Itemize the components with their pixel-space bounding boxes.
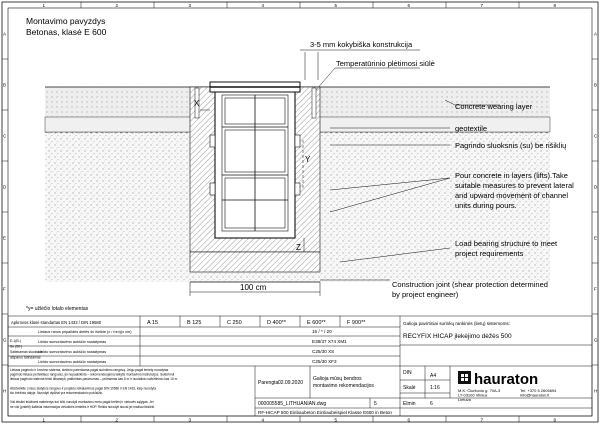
callout-construction-2: by project engineer) <box>392 290 459 299</box>
frame-col-top-1: 1 <box>42 3 46 8</box>
tb-parengta-date: 02.09.2020 <box>278 380 304 386</box>
tb-address-1: M.K. Čiurlionio g. 70A-3 <box>458 388 501 393</box>
tb-note-line-7: Visi leistini leidžiami matmenys turi būti nurodyti montavimo metu pagal brėžinį ir vietovės sąlygas. Jei <box>10 400 154 405</box>
frame-row-left-C: C <box>3 133 7 139</box>
tb-din-label: DIN <box>403 370 412 376</box>
frame-row-left-B: B <box>3 82 7 88</box>
tb-checked-2: montavimo rekomendacijos <box>313 383 374 389</box>
callout-pour-3: and upward movement of channel <box>455 191 568 200</box>
callout-pour-2: suitable measures to prevent lateral <box>455 181 574 190</box>
frame-col-top-2: 2 <box>115 3 119 8</box>
tb-address-3: Lietuva <box>458 397 471 402</box>
tb-note-line-0: Lietaus pagrindo ir krovimo sistema, siekinio parenkama pagal surinkimo rangovą. Jeigu pagal lentelę nurodytas <box>10 368 169 372</box>
hauraton-logo <box>458 371 538 388</box>
frame-col-bottom-5: 5 <box>334 417 338 423</box>
tb-contact-1: Tel. +370 5 2605694 <box>520 388 557 393</box>
tb-class-5: F 900** <box>347 320 366 326</box>
tb-row-label-1: Lieldo sumontavimo aukščio nustatymas <box>38 340 107 344</box>
callout-pour-4: units during pours. <box>455 201 517 210</box>
frame-col-bottom-4: 4 <box>261 417 265 423</box>
tb-note-line-4: Atsižvelkite į visus statybos rangovo ir projekto reikalavimus pagal DIN 19580 ir EN 1433, kaip nurodyta <box>10 386 156 391</box>
callout-construction-1: Construction joint (shear protection determined <box>392 280 548 289</box>
frame-col-bottom-1: 1 <box>42 417 46 423</box>
frame-row-left-H: H <box>3 388 7 394</box>
frame-row-right-A: A <box>594 31 598 37</box>
brand-name: hauraton <box>474 371 539 388</box>
tb-note-line-1: pagrindo lietaus pertekliaus rangovas, jei nepaaiškinta – rekomenduojama laikytis montavimo instrukcijos. Sukūrimui <box>10 372 175 377</box>
dim-width: 100 cm <box>240 283 267 292</box>
tb-row-label-0: Lietaus ranos pripaildės dietės šv išeikte (x / mm)(x cm) <box>38 330 132 334</box>
tb-left-small-3: atsparus tatindamas <box>10 355 41 360</box>
footnote: *y= užlėčio lotalo elementas <box>26 306 89 312</box>
callout-load-1: Load bearing structure to meet <box>455 239 558 248</box>
frame-col-bottom-6: 6 <box>407 417 411 423</box>
frame-row-right-G: G <box>594 337 598 343</box>
frame-row-left-E: E <box>3 235 7 241</box>
wearing-layer-left <box>45 87 190 117</box>
callout-pour-1: Pour concrete in layers (lifts).Take <box>455 171 568 180</box>
tb-bottom-caption: RF-HICAP 500 Einbaubeton Einbaubeispiel Klasse E600 in Beton <box>258 410 392 415</box>
frame-col-top-6: 6 <box>407 3 411 8</box>
tb-address-2: LT-03100 Vilnius <box>458 392 488 398</box>
frame-col-top-8: 8 <box>553 3 557 8</box>
tb-checked-1: Galioja mūsų bendros <box>313 376 362 382</box>
tb-class-0: A 15 <box>147 320 159 326</box>
frame-row-right-E: E <box>594 235 598 241</box>
frame-row-left-D: D <box>3 184 7 190</box>
tb-row-value-0: 15 / * / 20 <box>312 329 332 334</box>
tb-left-small-2: Saliekamas sluoksnis <box>10 350 43 354</box>
tb-header-label: Apkrovos klasė standartas EN 1433 / DIN 19580 <box>11 320 102 325</box>
dim-x: X <box>194 99 200 108</box>
frame-col-bottom-3: 3 <box>188 417 192 423</box>
tb-product-label: Galioja pavirtiniai surinkų rankinės (lietų) sistemoms: <box>403 321 510 326</box>
tb-product-name: RECYFIX HICAP įlekėjimo dėžės 500 <box>403 333 512 340</box>
tb-row-label-2: Lieldo sumontavimo aukščio nustatymas <box>38 350 107 354</box>
tb-notes <box>10 368 178 409</box>
dim-y: Y <box>305 155 311 164</box>
tb-note-line-2: lietaus pagrindo sistema trinki išbandyti, patikrintas pasvirumas – priimamas kas 5 m ir nuolatiniu sutvirtinimu kas 10 m <box>10 377 178 382</box>
tb-note-line-8: ne visi (pridėti) šaltiniai informacijos viršutinės lentelės ir HDP. Reikia nurodyti stovai jei mažiau tikslinti. <box>10 404 155 409</box>
tb-class-4: E 600** <box>307 320 326 326</box>
tb-din-value: A4 <box>430 373 437 379</box>
frame-row-right-F: F <box>594 286 597 292</box>
callout-wearing: Concrete wearing layer <box>455 102 533 111</box>
dim-z: Z <box>296 243 301 252</box>
title-line-2: Betonas, klasė E 600 <box>26 27 107 37</box>
frame-row-left-A: A <box>3 31 7 37</box>
frame-row-right-H: H <box>594 388 598 394</box>
tb-elmin-label: Elmin <box>403 401 416 407</box>
concrete-base <box>190 252 320 272</box>
tb-contact-2: info@hauraton.lt <box>520 392 550 398</box>
tb-parengta-label: Parengta <box>258 380 279 386</box>
title-line-1: Montavimo pavyzdys <box>26 16 106 26</box>
tb-scale-value: 1:16 <box>430 385 440 391</box>
tb-class-2: C 250 <box>227 320 242 326</box>
frame-row-left-G: G <box>3 337 7 343</box>
frame-col-bottom-2: 2 <box>115 417 119 423</box>
frame-row-right-B: B <box>594 82 598 88</box>
callout-joint: Temperatūrinio plėtimosi siūlė <box>336 59 435 68</box>
tb-left-small-0: E-1(B-) <box>10 339 21 343</box>
tb-material-rows <box>38 329 347 364</box>
tb-row-value-3: C25/30 XF3 <box>312 359 337 364</box>
expansion-joint-right <box>312 88 316 118</box>
tb-class-1: B 125 <box>187 320 202 326</box>
tb-sheet-no: 5 <box>374 401 377 407</box>
frame-col-top-7: 7 <box>480 3 484 8</box>
tb-drawing-no: 000005585_LITHUANIAN.dwg <box>258 401 327 407</box>
tb-row-label-3: Lieldo sumontavimo aukščio nustatymas <box>38 360 107 364</box>
tb-scale-label: Skalė <box>403 385 416 391</box>
frame-row-left-F: F <box>3 286 6 292</box>
callout-subbase: Pagrindo sluoksnis (su) be rišiklių <box>455 141 567 150</box>
frame-col-top-3: 3 <box>188 3 192 8</box>
tb-elmin-value: 6 <box>430 401 433 407</box>
tb-left-small-1: Su (50-) <box>10 344 23 349</box>
callout-top-dim: 3-5 mm kokybiška konstrukcija <box>310 40 413 49</box>
frame-col-bottom-7: 7 <box>480 417 484 423</box>
frame-row-right-D: D <box>594 184 598 190</box>
tb-class-3: D 400** <box>267 320 286 326</box>
frame-col-top-5: 5 <box>334 3 338 8</box>
callout-load-2: project requirements <box>455 249 524 258</box>
frame-col-top-4: 4 <box>261 3 265 8</box>
frame-row-right-C: C <box>594 133 598 139</box>
tb-row-value-1: E38/37 X74 XM1 <box>312 339 347 344</box>
tb-note-line-5: šio brėžinio dalyje. Nurodyti dydžiai yra rekomendacinio pobūdžio. <box>10 391 104 395</box>
frame-col-bottom-8: 8 <box>553 417 557 423</box>
tb-row-value-2: C25/30 XS <box>312 349 335 354</box>
callout-geotextile: geotextile <box>455 124 488 133</box>
